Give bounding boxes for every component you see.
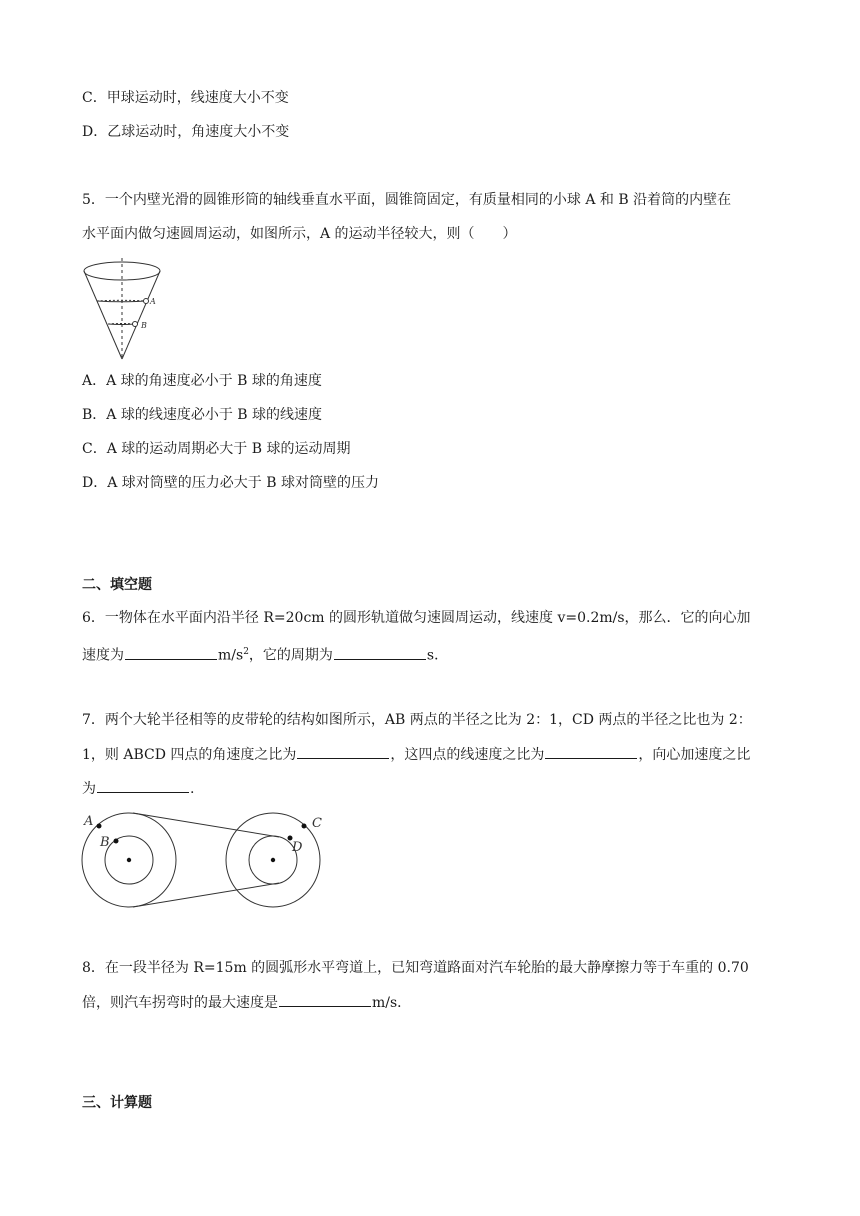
q7-prefix: 1，则 ABCD 四点的角速度之比为 (82, 747, 297, 763)
belt-bottom (133, 883, 279, 907)
point-a (97, 824, 102, 829)
label-a: A (84, 814, 94, 829)
right-pulley-center (271, 858, 275, 862)
label-d: D (292, 840, 303, 855)
q5-option-c: C．A 球的运动周期必大于 B 球的运动周期 (82, 441, 351, 457)
q5-stem-line1: 5．一个内壁光滑的圆锥形筒的轴线垂直水平面，圆锥筒固定，有质量相同的小球 A 和 B 沿着筒的内壁在 (82, 192, 732, 208)
q7-blank-angular[interactable] (297, 744, 389, 759)
q6-unit: m/s (218, 647, 244, 664)
q6-middle: ，它的周期为 (248, 647, 333, 664)
label-a: A (150, 297, 156, 306)
q8-stem-line1: 8．在一段半径为 R=15m 的圆弧形水平弯道上，已知弯道路面对汽车轮胎的最大静摩擦力等于车重的 0.70 (82, 960, 749, 976)
q7-blank-linear[interactable] (545, 744, 637, 759)
cone-right-side (122, 271, 160, 359)
q4-option-d: D．乙球运动时，角速度大小不变 (82, 124, 290, 140)
q6-stem-line1: 6．一物体在水平面内沿半径 R=20cm 的圆形轨道做匀速圆周运动，线速度 v=0.2m/s，那么．它的向心加 (82, 610, 751, 626)
q8-stem-line2 (82, 992, 411, 1013)
q6-unit-sup: 2 (243, 647, 249, 657)
q6-blank-period[interactable] (334, 645, 426, 660)
point-b (114, 839, 119, 844)
q6-suffix: s． (426, 647, 449, 664)
q7-stem-line3 (82, 778, 194, 799)
belt-top (133, 813, 279, 837)
q8-blank-max-speed[interactable] (279, 992, 371, 1007)
q4-option-c: C．甲球运动时，线速度大小不变 (82, 90, 289, 106)
q5-stem-line2: 水平面内做匀速圆周运动，如图所示，A 的运动半径较大，则（ ） (82, 226, 517, 242)
q7-stem-line1: 7．两个大轮半径相等的皮带轮的结构如图所示，AB 两点的半径之比为 2：1，CD 两点的半径之比也为 2： (82, 712, 752, 728)
cone-figure (82, 256, 162, 362)
q6-stem-line2 (82, 642, 448, 666)
section-2-title: 二、填空题 (82, 577, 152, 593)
label-b: B (100, 835, 110, 850)
q7-line3-prefix: 为 (82, 781, 96, 797)
belt-pulley-figure (78, 810, 330, 908)
ball-a (144, 299, 149, 304)
q7-line3-suffix: . (190, 781, 195, 797)
section-3-title: 三、计算题 (82, 1095, 152, 1111)
q8-suffix: m/s． (372, 995, 412, 1011)
cone-left-side (84, 271, 122, 359)
q7-blank-centripetal[interactable] (97, 778, 189, 793)
point-c (302, 824, 307, 829)
q5-option-d: D．A 球对筒壁的压力必大于 B 球对筒壁的压力 (82, 475, 379, 491)
q7-middle: ，这四点的线速度之比为 (390, 747, 545, 763)
q7-stem-line2 (82, 744, 750, 765)
q5-option-b: B．A 球的线速度必小于 B 球的线速度 (82, 407, 323, 423)
q5-option-a: A．A 球的角速度必小于 B 球的角速度 (82, 373, 322, 389)
left-pulley-center (127, 858, 131, 862)
q6-blank-acceleration[interactable] (125, 645, 217, 660)
q8-prefix: 倍，则汽车拐弯时的最大速度是 (82, 995, 278, 1011)
label-c: C (312, 816, 322, 831)
label-b: B (141, 321, 147, 330)
q7-suffix: ，向心加速度之比 (638, 747, 751, 763)
ball-b (133, 322, 138, 327)
q6-prefix: 速度为 (82, 647, 124, 664)
